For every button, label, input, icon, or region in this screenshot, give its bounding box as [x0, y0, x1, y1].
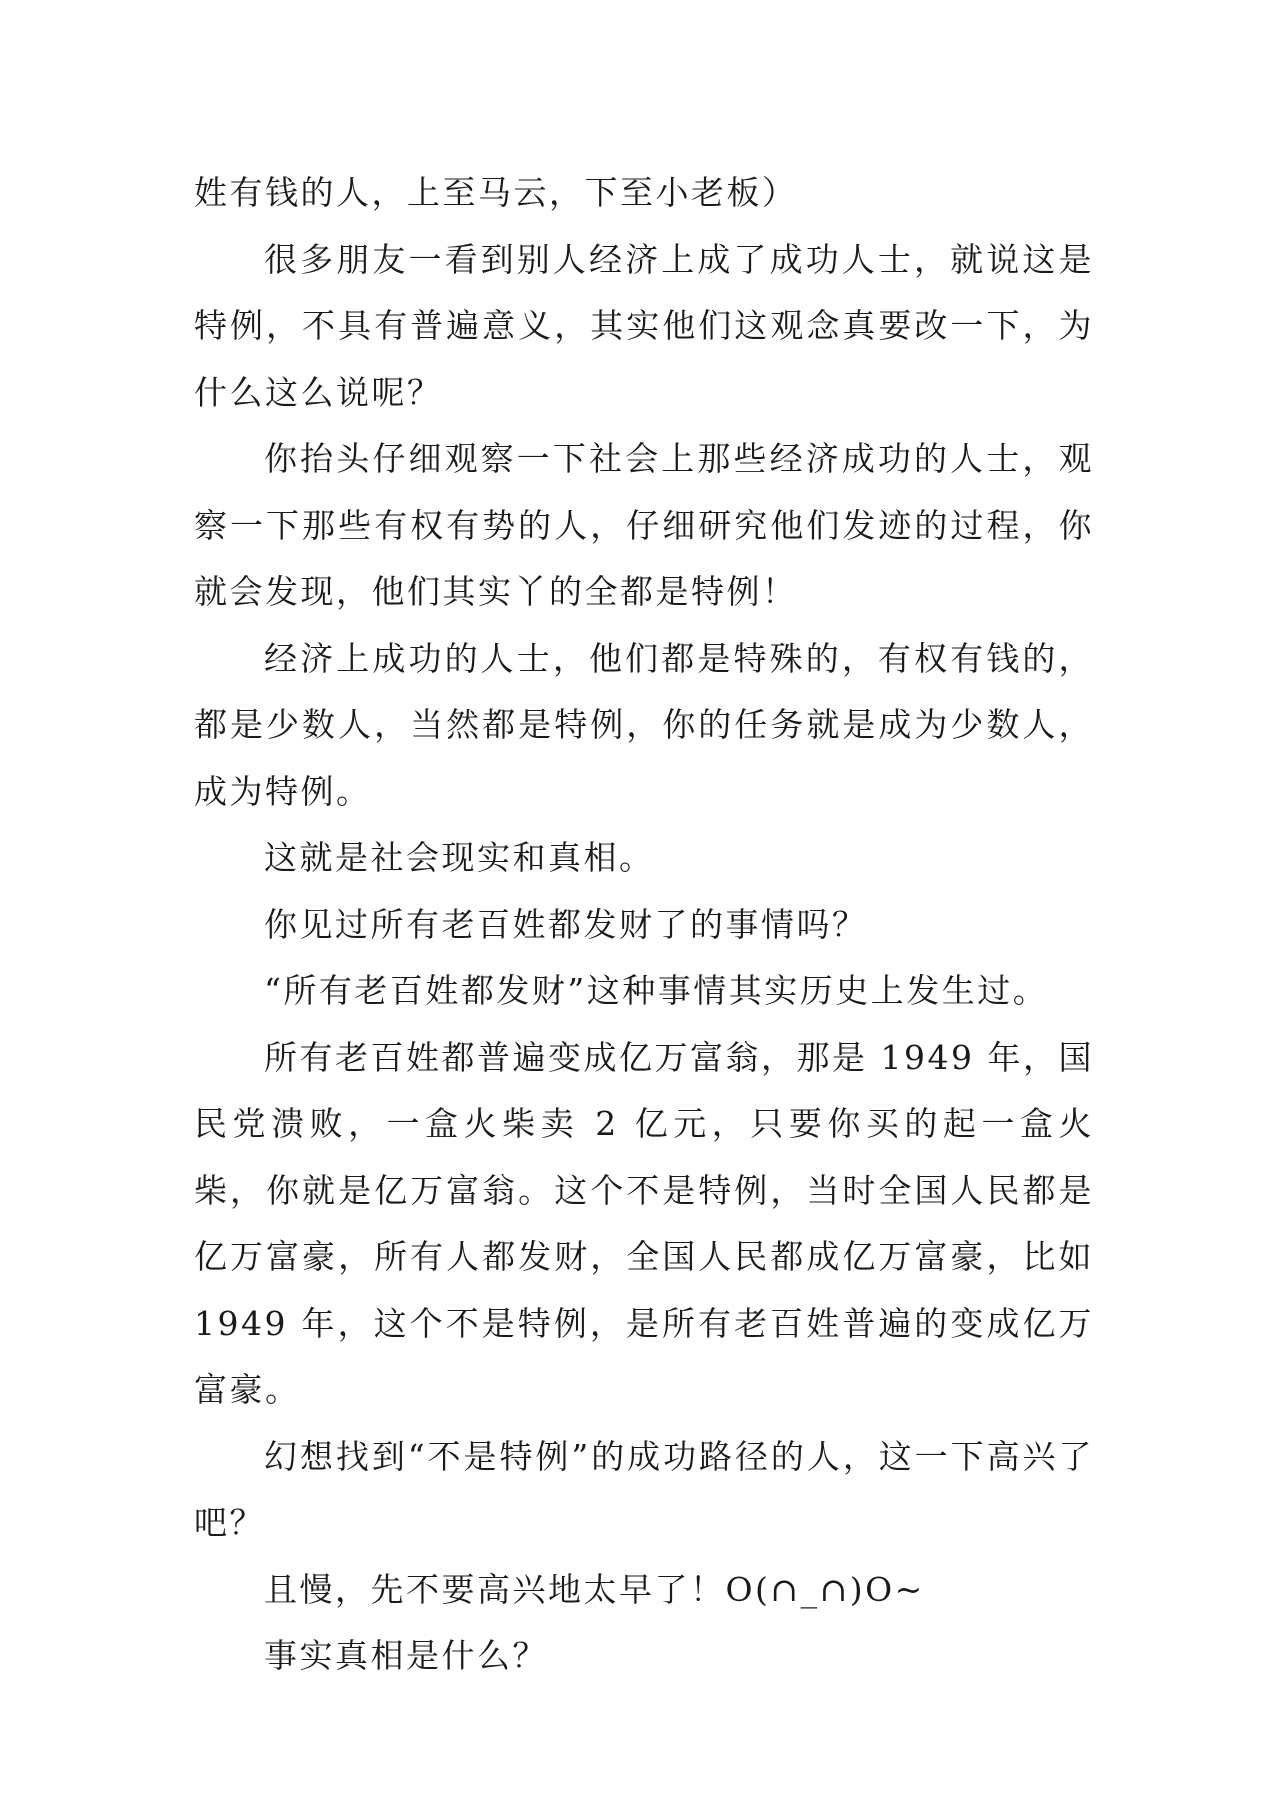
document-body	[194, 160, 1094, 1690]
paragraph: 这就是社会现实和真相。	[264, 838, 655, 877]
paragraph: 你抬头仔细观察一下社会上那些经济成功的人士，观察一下那些有权有势的人，仔细研究他们发迹的过程，你就会发现，他们其实丫的全都是特例！	[194, 439, 1094, 611]
paragraph: 事实真相是什么？	[264, 1636, 548, 1675]
paragraph: 幻想找到“不是特例”的成功路径的人，这一下高兴了吧？	[194, 1436, 1094, 1542]
paragraph: 姓有钱的人，上至马云，下至小老板）	[194, 173, 798, 212]
paragraph: 经济上成功的人士，他们都是特殊的，有权有钱的，都是少数人，当然都是特例，你的任务就是成为少数人，成为特例。	[194, 638, 1094, 811]
paragraph: “所有老百姓都发财”这种事情其实历史上发生过。	[264, 971, 1049, 1010]
paragraph: 很多朋友一看到别人经济上成了成功人士，就说这是特例，不具有普遍意义，其实他们这观念真要改一下，为什么这么说呢？	[194, 239, 1094, 412]
paragraph: 所有老百姓都普遍变成亿万富翁，那是 1949 年，国民党溃败，一盒火柴卖 2 亿元，只要你买的起一盒火柴，你就是亿万富翁。这个不是特例，当时全国人民都是亿万富豪，所有人都发财，全国人民都成亿万富豪，比如 1949 年，这个不是特例，是所有老百姓普遍的变成亿万富豪。	[194, 1037, 1094, 1409]
paragraph: 你见过所有老百姓都发财了的事情吗？	[264, 904, 868, 944]
paragraph: 且慢，先不要高兴地太早了！O(∩_∩)O~	[264, 1569, 925, 1609]
